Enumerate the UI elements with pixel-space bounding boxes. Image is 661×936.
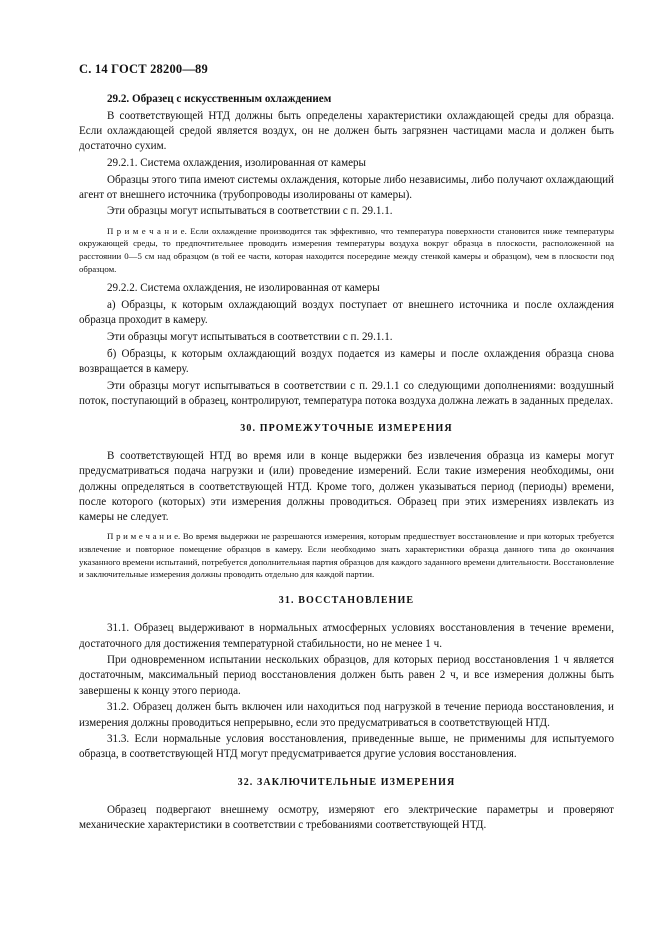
subsection-29-2-1-title: 29.2.1. Система охлаждения, изолированная от камеры [107,156,367,169]
list-item-b: б) Образцы, к которым охлаждающий воздух подается из камеры и после охлаждения образца снова возвращается в камеру. [79,347,614,375]
note-label: П р и м е ч а н и е. [107,531,181,542]
paragraph: 31.3. Если нормальные условия восстановления, приведенные выше, не применимы для испытуемого образца, в соответствующей НТД могут предусматривается другие условия восстановления. [79,733,614,761]
paragraph: В соответствующей НТД должны быть определены характеристики охлаждающей среды для образца. Если охлаждающей средой является воздух, он не должен быть загрязнен частицами масла и должен быть достаточно сухим. [79,109,614,153]
page-header: С. 14 ГОСТ 28200—89 [79,62,208,76]
section-30-title: 30. ПРОМЕЖУТОЧНЫЕ ИЗМЕРЕНИЯ [240,423,453,435]
paragraph: 31.1. Образец выдерживают в нормальных атмосферных условиях восстановления в течение времени, достаточного для достижения температурной стабильности, но не менее 1 ч. [79,622,614,650]
section-29-2-title: 29.2. Образец с искусственным охлаждением [107,93,332,105]
note-text: Если охлаждение производится так эффективно, что температура поверхности становится ниже температуры окружающей среды, то предпочтительнее проводить измерения температуры воздуха вокруг образца в плоскости, расположенной на расстоянии 0—5 см над образцом (в той ее части, которая находится посередине между стенкой камеры и образцом), чем в плоскости под образцом. [79,225,615,274]
paragraph: В соответствующей НТД во время или в конце выдержки без извлечения образца из камеры могут предусматриваться подача нагрузки и (или) проведение измерений. Если такие измерения необходимы, они должны определяться в соответствующей НТД. Кроме того, должен указываться период (периоды) времени, после которого (которых) эти измерения должны проводиться. Образец при этих измерениях извлекать из камеры не следует. [79,450,614,524]
paragraph: Эти образцы могут испытываться в соответствии с п. 29.1.1. [107,205,393,218]
paragraph: Эти образцы могут испытываться в соответствии с п. 29.1.1. [107,331,393,344]
paragraph: Эти образцы могут испытываться в соответствии с п. 29.1.1 со следующими дополнениями: воздушный поток, поступающий в образец, контролируют, температура потока воздуха должна лежать в заданных пределах. [79,379,614,407]
section-31-title: 31. ВОССТАНОВЛЕНИЕ [278,595,415,607]
note [79,530,614,581]
subsection-29-2-2-title: 29.2.2. Система охлаждения, не изолированная от камеры [107,282,380,295]
paragraph: 31.2. Образец должен быть включен или находиться под нагрузкой в течение периода восстановления, и измерения должны проводиться непрерывно, если это предусматриваться в соответствующей НТД. [79,701,614,729]
note-label: П р и м е ч а н и е. [107,225,187,236]
paragraph: При одновременном испытании нескольких образцов, для которых период восстановления 1 ч является достаточным, максимальный период восстановления должен быть равен 2 ч, и все измерения должны быть завершены к концу этого периода. [79,654,614,697]
paragraph: Образцы этого типа имеют системы охлаждения, которые либо независимы, либо получают охлаждающий агент от внешнего источника (трубопроводы изолированы от камеры). [79,173,614,201]
page-body [79,92,614,833]
paragraph: Образец подвергают внешнему осмотру, измеряют его электрические параметры и проверяют механические характеристики в соответствии с требованиями соответствующей НТД. [79,803,614,832]
note-text: Во время выдержки не разрешаются измерения, которым предшествует восстановление и при которых требуется извлечение и повторное помещение образцов в камеру. Если необходимо знать характеристики образца данного типа до окончания указанного времени испытаний, потребуется дополнительная партия образцов для каждого заданного времени длительности. Восстановление и заключительные измерения должны проводить отдельно для каждой партии. [79,531,614,580]
list-item-a: а) Образцы, к которым охлаждающий воздух поступает от внешнего источника и после охлаждения образца проходит в камеру. [79,299,614,327]
section-32-title: 32. ЗАКЛЮЧИТЕЛЬНЫЕ ИЗМЕРЕНИЯ [237,776,456,788]
note [79,225,614,276]
